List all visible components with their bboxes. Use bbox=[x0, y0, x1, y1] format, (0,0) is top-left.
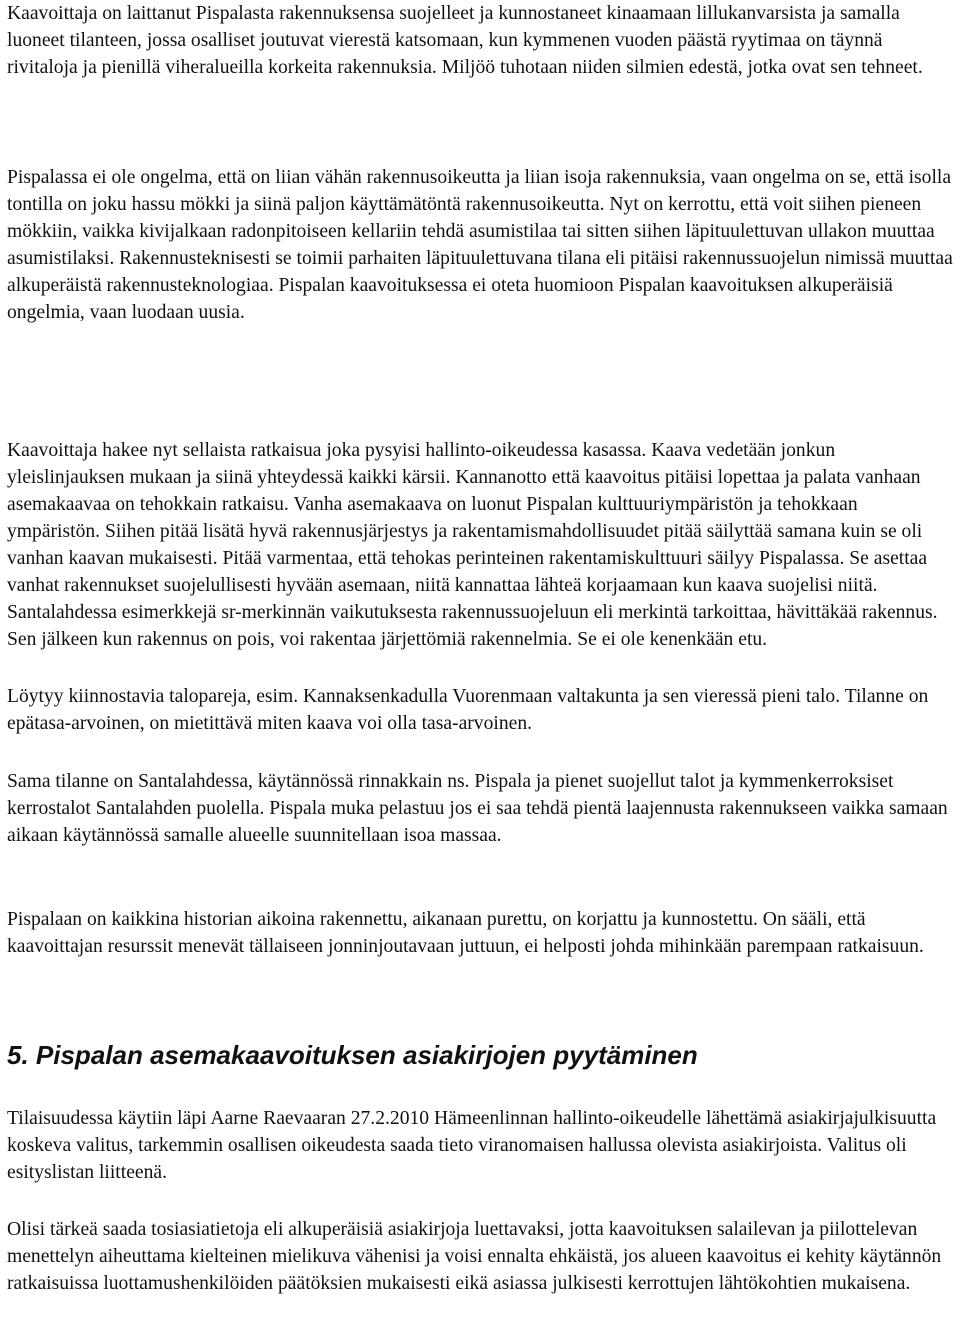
paragraph-4: Löytyy kiinnostavia talopareja, esim. Kannaksenkadulla Vuorenmaan valtakunta ja sen vieressä pieni talo. Tilanne on epätasa-arvoinen, on mietittävä miten kaava voi olla tasa-arvoinen. bbox=[7, 686, 929, 734]
paragraph-2: Pispalassa ei ole ongelma, että on liian vähän rakennusoikeutta ja liian isoja rakennuksia, vaan ongelma on se, että isolla tontilla on joku hassu mökki ja siinä paljon käyttämätöntä rakennusoikeutta. Nyt on kerrottu, että voit siihen pieneen mökkiin, vaikka kivijalkaan radonpitoiseen kellariin tehdä asumistilaa tai sitten siihen läpituulettuvan ullakon muuttaa asumistilaksi. Rakennusteknisesti se toimii parhaiten läpituulettuvana tilana eli pitäisi rakennussuojelun nimissä muuttaa alkuperäistä rakennusteknologiaa. Pispalan kaavoituksessa ei oteta huomioon Pispalan kaavoituksen alkuperäisiä ongelmia, vaan luodaan uusia. bbox=[7, 167, 953, 323]
section-paragraph-1: Tilaisuudessa käytiin läpi Aarne Raevaaran 27.2.2010 Hämeenlinnan hallinto-oikeudelle lähettämä asiakirjajulkisuutta koskeva valitus, tarkemmin osallisen oikeudesta saada tieto viranomaisen hallussa olevista asiakirjoista. Valitus oli esityslistan liitteenä. bbox=[7, 1108, 937, 1183]
paragraph-5: Sama tilanne on Santalahdessa, käytännössä rinnakkain ns. Pispala ja pienet suojellut talot ja kymmenkerroksiset kerrostalot Santalahden puolella. Pispala muka pelastuu jos ei saa tehdä pientä laajennusta rakennukseen vaikka samaan aikaan käytännössä samalle alueelle suunnitellaan isoa massaa. bbox=[7, 771, 948, 846]
section-heading: 5. Pispalan asemakaavoituksen asiakirjojen pyytäminen bbox=[7, 1040, 698, 1070]
paragraph-1: Kaavoittaja on laittanut Pispalasta rakennuksensa suojelleet ja kunnostaneet kinaamaan lillukanvarsista ja samalla luoneet tilanteen, jossa osalliset joutuvat vierestä katsomaan, kun kymmenen vuoden päästä ryytimaa on täynnä rivitaloja ja pienillä viheralueilla korkeita rakennuksia. Miljöö tuhotaan niiden silmien edestä, jotka ovat sen tehneet. bbox=[7, 3, 923, 78]
section-paragraph-2: Olisi tärkeä saada tosiasiatietoja eli alkuperäisiä asiakirjoja luettavaksi, jotta kaavoituksen salailevan ja piilottelevan menettelyn aiheuttama kielteinen mielikuva vähenisi ja voisi ennalta ehkäistä, jos alueen kaavoitus ei kehity käytännön ratkaisuissa luottamushenkilöiden päätöksien mukaisesti eikä asiassa julkisesti kerrottujen lähtökohtien mukaisena. bbox=[7, 1219, 942, 1294]
paragraph-6: Pispalaan on kaikkina historian aikoina rakennettu, aikanaan purettu, on korjattu ja kunnostettu. On sääli, että kaavoittajan resurssit menevät tällaiseen jonninjoutavaan juttuun, ei helposti johda mihinkään parempaan ratkaisuun. bbox=[7, 909, 924, 957]
paragraph-3: Kaavoittaja hakee nyt sellaista ratkaisua joka pysyisi hallinto-oikeudessa kasassa. Kaava vedetään jonkun yleislinjauksen mukaan ja siinä yhteydessä kaikki kärsii. Kannanotto että kaavoitus pitäisi lopettaa ja palata vanhaan asemakaavaa on tehokkain ratkaisu. Vanha asemakaava on luonut Pispalan kulttuuriympäristön ja tehokkaan ympäristön. Siihen pitää lisätä hyvä rakennusjärjestys ja rakentamismahdollisuudet pitää säilyttää samana kuin se oli vanhan kaavan mukaisesti. Pitää varmentaa, että tehokas perinteinen rakentamiskulttuuri säilyy Pispalassa. Se asettaa vanhat rakennukset suojelullisesti hyvään asemaan, niitä kannattaa lähteä korjaamaan kun kaava suojelisi niitä. Santalahdessa esimerkkejä sr-merkinnän vaikutuksesta rakennussuojeluun eli merkintä tarkoittaa, hävittäkää rakennus. Sen jälkeen kun rakennus on pois, voi rakentaa järjettömiä rakennelmia. Se ei ole kenenkään etu. bbox=[7, 440, 938, 650]
